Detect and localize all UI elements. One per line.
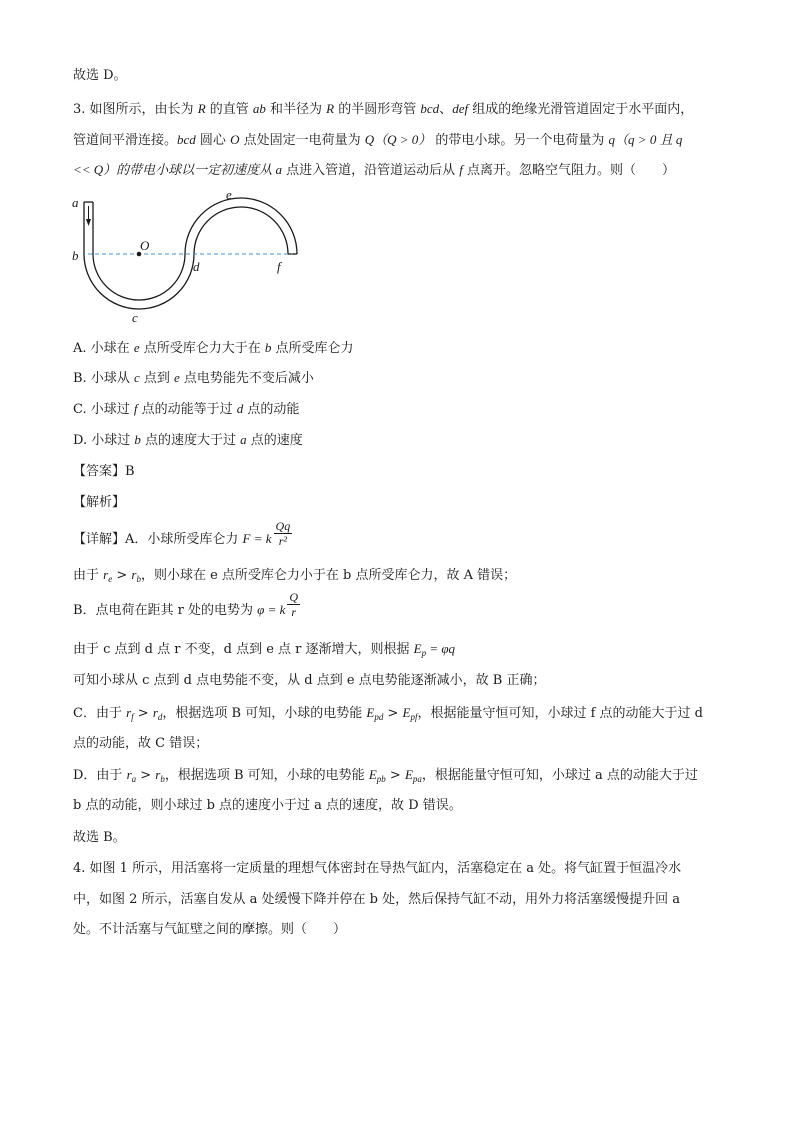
option-text: 点电势能先不变后减小 (179, 371, 314, 386)
option-key: B. (73, 371, 87, 386)
var-O: O (230, 132, 240, 147)
var-a: a (275, 162, 282, 177)
formula-potential-lhs: φ = k (257, 602, 286, 617)
subscript: d (157, 712, 163, 722)
formula-potential-fraction (287, 591, 300, 619)
operator: > (133, 706, 153, 721)
answer-line (73, 463, 135, 481)
previous-answer-conclusion: 故选 D。 (73, 68, 127, 83)
var-E: E (366, 705, 375, 720)
pipe-figure (66, 186, 306, 326)
detail-d-line-2: b 点的动能，则小球过 b 点的速度小于过 a 点的速度，故 D 错误。 (73, 798, 462, 813)
stem-text: 、 (439, 102, 453, 117)
fraction-numerator: Q (289, 589, 299, 604)
question-3-stem-line-1 (73, 100, 693, 119)
point-label: c (133, 370, 140, 385)
question-4-stem-line-2: 中，如图 2 所示，活塞自发从 a 处缓慢下降并停在 b 处，然后保持气缸不动，用外力将活塞缓慢提升回 a (73, 892, 681, 907)
point-label: a (240, 432, 247, 447)
option-key: D. (73, 433, 88, 448)
detail-d-line-1 (73, 766, 698, 788)
answer-label: 【答案】 (73, 464, 126, 479)
var-Q: Q（Q > 0） (364, 132, 432, 147)
option-text: 点的速度 (246, 433, 303, 448)
var-E: E (402, 705, 411, 720)
detail-c-line-1 (73, 704, 703, 726)
fraction-denominator: r² (278, 533, 287, 548)
var-E: E (368, 767, 377, 782)
detail-text: B．点电荷在距其 r 处的电势为 (73, 603, 258, 618)
velocity-arrow-head (86, 219, 91, 226)
var-E: E (413, 641, 422, 656)
question-number: 3. (73, 102, 86, 117)
operator: > (112, 568, 132, 583)
var-r: r (103, 567, 109, 582)
option-text: 点的动能等于过 (137, 402, 237, 417)
var-def: def (452, 101, 469, 116)
detail-label: 【详解】 (73, 532, 126, 547)
var-r: r (126, 705, 132, 720)
var-f: f (459, 162, 463, 177)
option-d[interactable] (73, 431, 303, 450)
final-answer: 故选 B。 (73, 830, 126, 845)
option-text: 小球过 (90, 402, 134, 417)
stem-text: 管道间平滑连接。 (73, 133, 178, 148)
subscript: p (421, 648, 427, 658)
operator: > (383, 706, 403, 721)
option-text: 点所受库仑力大于在 (139, 341, 265, 356)
subscript: a (131, 774, 137, 784)
detail-a-line (73, 518, 294, 549)
point-label: d (236, 401, 244, 416)
label-d: d (193, 259, 200, 274)
detail-text: 由于 c 点到 d 点 r 不变，d 点到 e 点 r 逐渐增大，则根据 (73, 642, 414, 657)
option-text: 点的速度大于过 (140, 433, 241, 448)
option-c[interactable] (73, 400, 299, 419)
pipe-inner-wall (93, 202, 185, 300)
var-ab: ab (252, 101, 266, 116)
option-text: 小球从 (90, 371, 134, 386)
stem-text: 点处固定一电荷量为 (239, 133, 365, 148)
operator: > (136, 768, 156, 783)
fraction-numerator: Qq (275, 518, 291, 533)
subscript: pd (374, 712, 384, 722)
detail-b-line (73, 589, 302, 620)
analysis-label: 【解析】 (73, 495, 126, 510)
option-text: 小球在 (90, 341, 134, 356)
var-r: r (152, 705, 158, 720)
question-3-stem-line-3 (73, 161, 675, 180)
var-R: R (326, 101, 335, 116)
stem-text: 圆心 (195, 133, 231, 148)
point-label: b (134, 432, 141, 447)
option-key: C. (73, 402, 87, 417)
var-bcd: bcd (420, 101, 440, 116)
subscript: pf (410, 712, 418, 722)
detail-text: ，则小球在 e 点所受库仑力小于在 b 点所受库仑力，故 A 错误； (140, 568, 517, 583)
subscript: b (160, 774, 165, 784)
option-a[interactable] (73, 339, 354, 358)
point-label: e (174, 370, 180, 385)
stem-text: 组成的绝缘光滑管道固定于水平面内， (468, 102, 694, 117)
question-4-stem-line-1: 4. 如图 1 所示，用活塞将一定质量的理想气体密封在导热气缸内，活塞稳定在 a 处。将气缸置于恒温冷水 (73, 861, 682, 876)
subscript: pb (376, 774, 386, 784)
detail-text: ，根据能量守恒可知，小球过 f 点的动能大于过 d (417, 706, 703, 721)
stem-text: 的带电小球。另一个电荷量为 (431, 133, 609, 148)
var-r: r (131, 567, 137, 582)
formula-rhs: = φq (426, 641, 456, 656)
detail-c-line-2: 点的动能，故 C 错误； (73, 736, 209, 751)
subscript: f (131, 712, 134, 722)
detail-b-reasoning (73, 640, 455, 662)
detail-text: C．由于 (73, 706, 127, 721)
stem-text: 点离开。忽略空气阻力。则（ ） (462, 163, 675, 178)
pipe-def-inner (194, 207, 288, 254)
detail-text: ，根据选项 B 可知，小球的电势能 (164, 768, 369, 783)
stem-text: 如图所示，由长为 (89, 102, 198, 117)
detail-a-conclusion (73, 566, 516, 588)
stem-text: << Q）的带电小球以一定初速度从 (73, 162, 276, 177)
option-text: 点的动能 (243, 402, 300, 417)
detail-text: D．由于 (73, 768, 127, 783)
label-b: b (72, 248, 79, 263)
option-text: 点所受库仑力 (271, 341, 354, 356)
option-text: 点到 (139, 371, 175, 386)
label-a: a (72, 195, 79, 210)
point-label: f (133, 401, 138, 416)
var-r: r (155, 767, 161, 782)
question-3-stem-line-2 (73, 131, 682, 150)
stem-text: 点进入管道，沿管道运动后从 (281, 163, 460, 178)
subscript: e (108, 574, 113, 584)
fraction-denominator: r (291, 604, 297, 619)
var-R: R (197, 101, 206, 116)
detail-text: ，根据选项 B 可知，小球的电势能 (162, 706, 367, 721)
option-text: 小球过 (91, 433, 135, 448)
detail-text: ，根据能量守恒可知，小球过 a 点的动能大于过 (421, 768, 698, 783)
option-b[interactable] (73, 369, 314, 388)
answer-value: B (125, 464, 135, 479)
label-O: O (140, 238, 150, 253)
var-bcd: bcd (177, 132, 196, 147)
point-label: b (264, 340, 272, 355)
label-f: f (277, 259, 281, 274)
formula-coulomb-lhs: F = k (242, 531, 272, 546)
operator: > (385, 768, 405, 783)
stem-text: 的直管 (205, 102, 253, 117)
detail-text: A．小球所受库仑力 (125, 532, 243, 547)
subscript: pa (412, 774, 422, 784)
label-c: c (132, 310, 138, 325)
var-r: r (126, 767, 132, 782)
var-E: E (404, 767, 413, 782)
stem-text: 的半圆形弯管 (334, 102, 421, 117)
label-e: e (226, 187, 232, 202)
stem-text: 和半径为 (265, 102, 327, 117)
detail-text: 由于 (73, 568, 104, 583)
option-key: A. (73, 341, 87, 356)
question-4-stem-line-3: 处。不计活塞与气缸壁之间的摩擦。则（ ） (73, 922, 347, 937)
var-q: q（q > 0 且 q (608, 132, 683, 147)
formula-coulomb-fraction (274, 520, 293, 548)
detail-b-conclusion: 可知小球从 c 点到 d 点电势能不变，从 d 点到 e 点电势能逐渐减小，故 B 正确； (73, 673, 546, 688)
point-label: e (133, 340, 140, 355)
subscript: b (136, 574, 141, 584)
